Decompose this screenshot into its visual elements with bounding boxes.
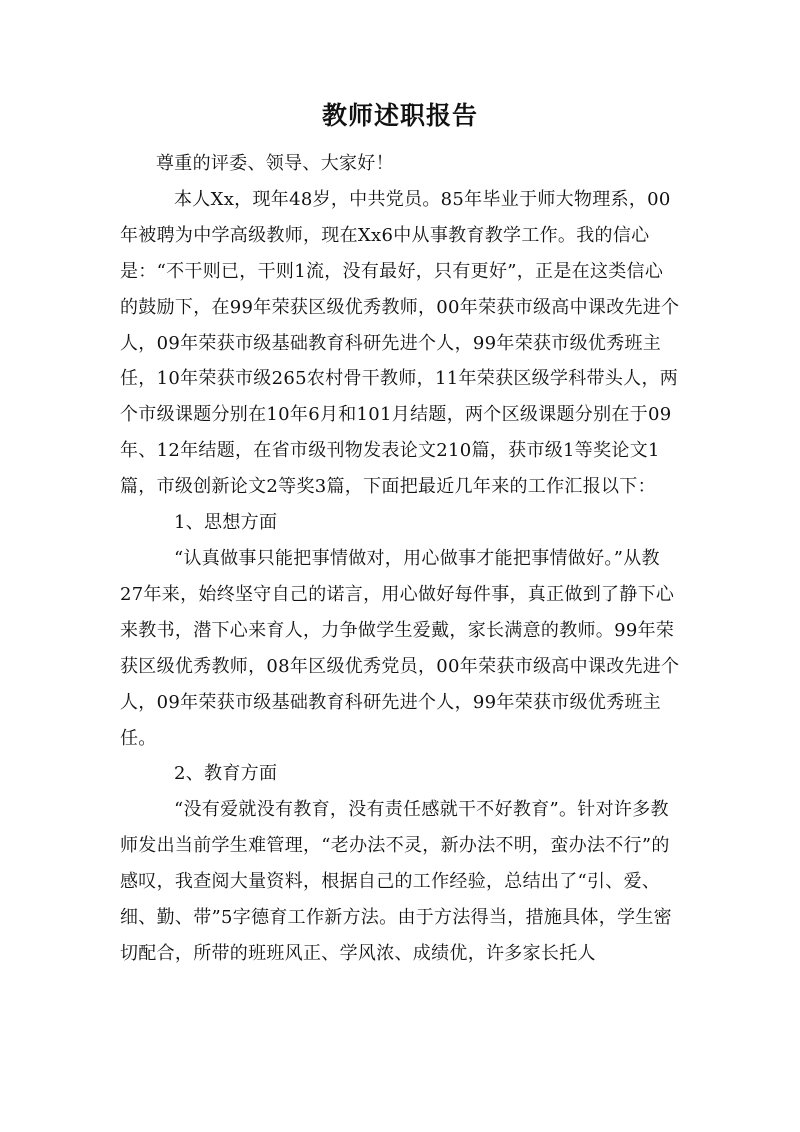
ideology-paragraph: “认真做事只能把事情做对，用心做事才能把事情做好。”从教27年来，始终坚守自己的诺言，用心做好每件事，真正做到了静下心来教书，潜下心来育人，力争做学生爱戴，家长满意的教师。99年荣获区级优秀教师，08年区级优秀党员，00年荣获市级高中课改先进个人，09年荣获市级基础教育科研先进个人，99年荣获市级优秀班主任。 [120,547,680,749]
document-body [120,146,680,972]
document-title: 教师述职报告 [321,101,478,130]
intro-paragraph: 本人Xx，现年48岁，中共党员。85年毕业于师大物理系，00年被聘为中学高级教师，现在Xx6中从事教育教学工作。我的信心是：“不干则已，干则1流，没有最好，只有更好”，正是在这类信心的鼓励下，在99年荣获区级优秀教师，00年荣获市级高中课改先进个人，09年荣获市级基础教育科研先进个人，99年荣获市级优秀班主任，10年荣获市级265农村骨干教师，11年荣获区级学科带头人，两个市级课题分别在10年6月和101月结题，两个区级课题分别在于09年、12年结题，在省市级刊物发表论文210篇，获市级1等奖论文1篇，市级创新论文2等奖3篇，下面把最近几年来的工作汇报以下： [120,188,680,498]
education-paragraph: “没有爱就没有教育，没有责任感就干不好教育”。针对许多教师发出当前学生难管理，“老办法不灵，新办法不明，蛮办法不行”的感叹，我查阅大量资料，根据自己的工作经验，总结出了“引、爱、细、勤、带”5字德育工作新方法。由于方法得当，措施具体，学生密切配合，所带的班班风正、学风浓、成绩优，许多家长托人 [120,799,672,964]
greeting-paragraph: 尊重的评委、领导、大家好！ [156,153,394,174]
section-heading-education: 2、教育方面 [174,763,278,785]
section-heading-ideology: 1、思想方面 [174,512,278,534]
